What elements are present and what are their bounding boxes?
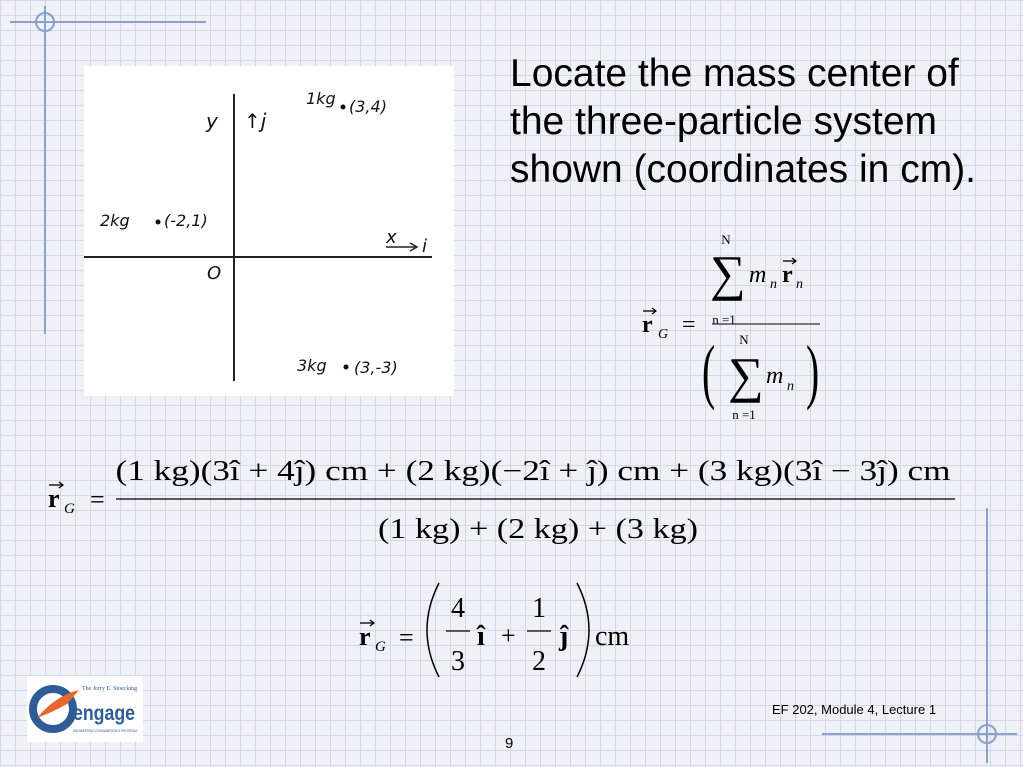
logo-tagline: ENGINEERING FUNDAMENTALS PROGRAM [73, 728, 137, 733]
formula3-lhs-r: r [359, 622, 371, 651]
j-axis-label: ↑j [244, 109, 267, 133]
formula3-j-hat: ĵ [559, 621, 569, 652]
formula2-lhs-r: r [48, 484, 60, 513]
page-number: 9 [505, 735, 514, 752]
formula1-num-r: r [782, 262, 793, 288]
bottom-right-circle [977, 724, 997, 744]
formula1-den-m: m [766, 363, 784, 389]
formula-substitution [40, 440, 970, 550]
engage-logo [27, 676, 143, 742]
formula1-num-n: n [770, 277, 777, 292]
formula1-lhs-r: r [642, 312, 653, 338]
particle-2-mass: 2kg [100, 211, 130, 230]
formula3-plus: + [501, 621, 516, 650]
formula2-denominator: (1 kg) + (2 kg) + (3 kg) [378, 514, 698, 545]
logo-small-text: The Jerry E. Stoecking [82, 686, 137, 692]
handdrawn-axes-sketch [84, 66, 454, 396]
origin-label: O [207, 263, 222, 284]
particle-2-coords: (-2,1) [164, 211, 208, 230]
slide-title: Locate the mass center of the three-particle system shown (coordinates in cm). [510, 52, 977, 191]
formula1-den-n: n [787, 379, 794, 394]
formula3-frac2-num: 1 [532, 593, 546, 624]
y-axis-label: y [206, 109, 218, 133]
formula3-unit: cm [595, 621, 630, 652]
formula2-numerator: (1 kg)(3î + 4ĵ) cm + (2 kg)(−2î + ĵ) cm + (3 kg)(3î − 3ĵ) cm [115, 456, 951, 487]
formula-result [355, 575, 685, 685]
particle-3-coords: (3,-3) [354, 358, 398, 377]
formula2-equals: = [90, 485, 105, 514]
formula1-sum-sign: ∑ [710, 245, 746, 301]
top-left-vertical-line [44, 6, 46, 334]
i-axis-label: i [422, 236, 428, 257]
particle-1-dot [341, 105, 346, 110]
formula3-lhs-sub: G [375, 639, 386, 655]
particle-3-dot [344, 365, 349, 370]
particle-3-mass: 3kg [297, 356, 327, 375]
particle-2-dot [156, 220, 161, 225]
formula1-den-sum-upper: N [739, 332, 749, 347]
x-axis-label: x [386, 227, 397, 248]
formula1-den-open-paren: ( [702, 330, 716, 412]
formula1-sum-upper: N [721, 232, 731, 247]
particle-1-mass: 1kg [306, 89, 336, 108]
formula1-den-sum-lower: n =1 [732, 407, 756, 422]
formula3-frac1-num: 4 [451, 593, 465, 624]
formula1-den-sum-sign: ∑ [728, 347, 764, 403]
logo-wordmark: engage [73, 702, 135, 725]
formula3-close-paren [577, 583, 589, 677]
formula3-frac1-den: 3 [451, 646, 465, 677]
formula1-lhs-sub: G [658, 327, 669, 342]
formula1-equals: = [682, 312, 696, 338]
formula1-den-close-paren: ) [806, 330, 820, 412]
formula1-num-rn: n [796, 277, 803, 292]
formula3-i-hat: î [477, 621, 485, 652]
particle-1-coords: (3,4) [349, 97, 387, 116]
footer-text: EF 202, Module 4, Lecture 1 [772, 702, 937, 717]
formula1-sum-lower: n =1 [712, 312, 736, 327]
formula2-lhs-sub: G [64, 501, 75, 517]
formula3-frac2-den: 2 [532, 646, 546, 677]
formula-definition [640, 230, 840, 425]
formula1-num-m: m [749, 262, 767, 288]
formula3-equals: = [399, 623, 414, 652]
top-left-circle [35, 12, 55, 32]
formula3-open-paren [427, 583, 439, 677]
